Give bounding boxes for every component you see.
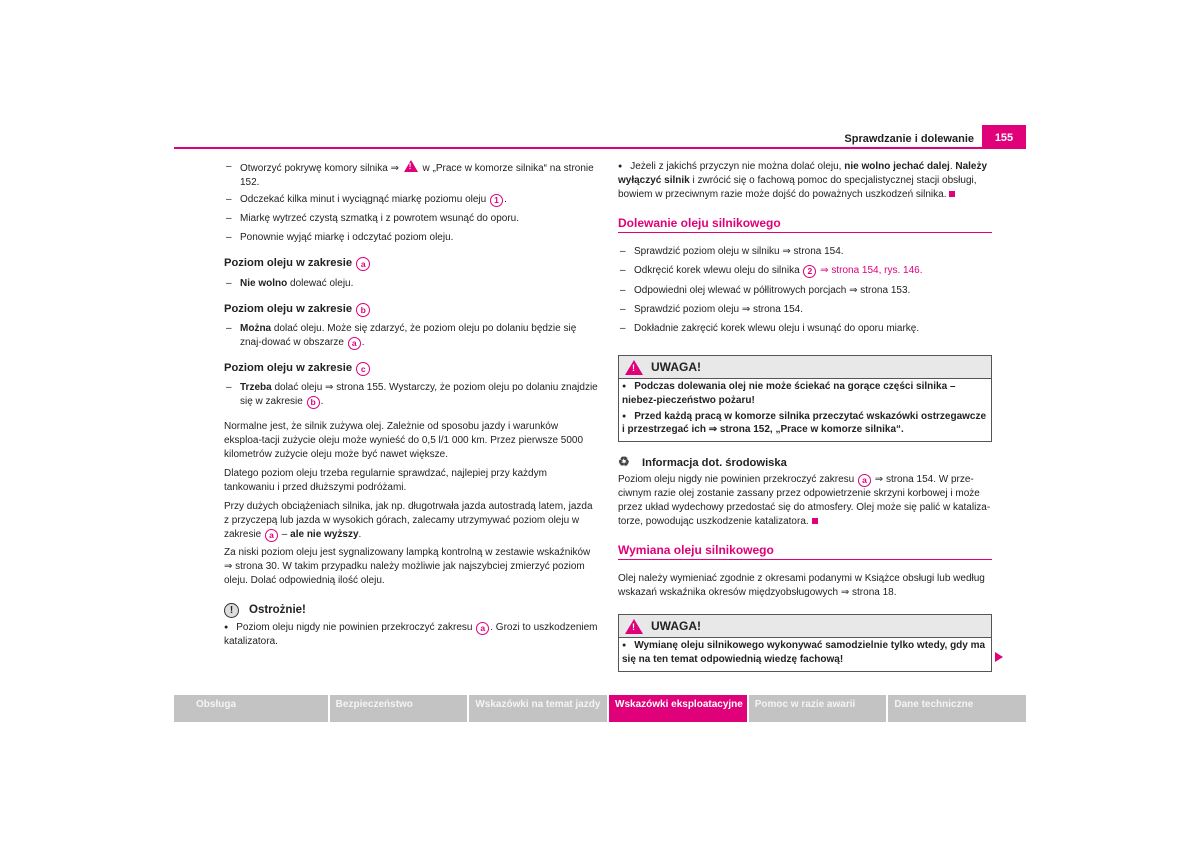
text: dolewać oleju.: [287, 278, 354, 289]
text: Otworzyć pokrywę komory silnika ⇒: [240, 163, 402, 174]
text: Poziom oleju nigdy nie powinien przekroczyć zakresu: [236, 622, 476, 633]
text: w „Prace w komorze silnika“ na stronie 152.: [240, 163, 594, 188]
text: ⇒ strona 154. W prze-ciwnym razie olej zostanie zassany przez odpowietrzenie skrzyni korbowej i może przez układ wydechowy przedostać się do atmosfery. Olej może się palić w kataliza-torze, powodując uszkodzenie katalizatora.: [618, 474, 991, 527]
bold-text: Można: [240, 323, 272, 334]
tab-obsluga[interactable]: Obsługa: [174, 695, 328, 722]
warning-box: [618, 355, 992, 442]
continue-arrow-icon: [995, 652, 1003, 662]
callout-marker: 2: [803, 265, 816, 278]
range-a-item: [224, 277, 598, 291]
caution-title: Ostrożnie!: [249, 604, 306, 616]
page-reference-link[interactable]: ⇒ strona 154, rys. 146.: [817, 265, 923, 276]
text: Dokładnie zakręcić korek wlewu oleju i wsunąć do oporu miarkę.: [634, 323, 920, 334]
text: Za niski poziom oleju jest sygnalizowany lampką kontrolną w zestawie wskaźników ⇒ strona 30. W takim przypadku należy możliwie jak najszybciej zmierzyć poziom oleju. Dolać odpowiednią ilość oleju.: [224, 547, 591, 586]
step: [224, 212, 598, 226]
environment-icon: ♻: [618, 454, 630, 469]
section-title: Sprawdzanie i dolewanie: [844, 133, 974, 145]
tab-wskazowki-jazdy[interactable]: Wskazówki na temat jazdy: [469, 695, 607, 722]
text: Ponownie wyjąć miarkę i odczytać poziom oleju.: [240, 232, 454, 243]
text: Sprawdzić poziom oleju w silniku ⇒ strona 154.: [634, 246, 844, 257]
topping-heading: Dolewanie oleju silnikowego: [618, 217, 992, 233]
callout-marker: a: [476, 622, 489, 635]
warning-icon: [625, 360, 643, 375]
warning-title: UWAGA!: [651, 619, 701, 633]
warning-item: ● Podczas dolewania olej nie może ściekać na gorące części silnika – niebez-pieczeństwo pożaru!: [622, 380, 988, 408]
environment-heading: ♻ Informacja dot. środowiska: [618, 454, 787, 469]
step: [618, 284, 992, 298]
callout-marker: a: [265, 529, 278, 542]
warning-box: [618, 614, 992, 672]
range-b-item: [224, 322, 598, 350]
text: –: [279, 528, 291, 540]
range-a-heading: [224, 257, 598, 271]
tab-bezpieczenstwo[interactable]: Bezpieczeństwo: [330, 695, 468, 722]
text: Normalne jest, że silnik zużywa olej. Zależnie od sposobu jazdy i warunków eksploa-tacji zużycie oleju może wynieść do 0,5 l/1 000 km. Przez pierwsze 5000 kilometrów zużycie oleju może być nawet większe.: [224, 421, 584, 460]
text: Odczekać kilka minut i wyciągnąć miarkę poziomu oleju: [240, 194, 489, 205]
intro-warning-text: [618, 160, 992, 201]
step: [618, 322, 992, 336]
text: Przy dużych obciążeniach silnika, jak np. długotrwała jazda autostradą latem, jazda z przyczepą lub jazda w wysokich górach, zalecamy utrzymywać poziom oleju w zakresie: [224, 501, 593, 540]
tab-dane-techniczne[interactable]: Dane techniczne: [888, 695, 1026, 722]
end-marker-icon: [812, 518, 818, 524]
tab-wskazowki-eksploatacyjne[interactable]: Wskazówki eksploatacyjne: [609, 695, 747, 722]
callout-marker: a: [858, 474, 871, 487]
paragraph: [224, 420, 598, 461]
caution-text: [224, 621, 598, 649]
bold-text: nie wolno jechać dalej: [844, 161, 950, 172]
text: Sprawdzić poziom oleju ⇒ strona 154.: [634, 304, 804, 315]
paragraph: [224, 500, 598, 542]
header-divider: [174, 147, 1026, 149]
warning-title: UWAGA!: [651, 360, 701, 374]
callout-marker: b: [356, 303, 370, 317]
text: Odpowiedni olej wlewać w półlitrowych porcjach ⇒ strona 153.: [634, 285, 911, 296]
warning-icon: [625, 619, 643, 634]
change-text: Olej należy wymieniać zgodnie z okresami podanymi w Książce obsługi lub według wskazań wskaźnika okresów międzyobsługowych ⇒ strona 18.: [618, 573, 985, 598]
text: .: [949, 161, 956, 172]
text: Poziom oleju nigdy nie powinien przekroczyć zakresu: [618, 474, 858, 485]
text: .: [320, 395, 324, 407]
text: dolać oleju ⇒ strona 155. Wystarczy, że poziom oleju po dolaniu znajdzie się w zakresie: [240, 382, 598, 407]
warning-item: ● Przed każdą pracą w komorze silnika przeczytać wskazówki ostrzegawcze i przestrzegać ich ⇒ strona 152, „Prace w komorze silnika“.: [622, 410, 988, 438]
text: Miarkę wytrzeć czystą szmatką i z powrotem wsunąć do oporu.: [240, 213, 519, 224]
text: .: [361, 336, 365, 348]
warning-item: ● Wymianę oleju silnikowego wykonywać samodzielnie tylko wtedy, gdy ma się na ten temat odpowiednią wiedzę fachową!: [622, 639, 988, 667]
exclamation-circle-icon: !: [224, 603, 239, 618]
text: dolać oleju. Może się zdarzyć, że poziom oleju po dolaniu będzie się znaj-dować w obszarze: [240, 323, 577, 348]
step: [224, 160, 598, 190]
text: Jeżeli z jakichś przyczyn nie można dolać oleju,: [630, 161, 845, 172]
warning-header: [619, 615, 991, 638]
paragraph: [224, 467, 598, 495]
step: [224, 193, 598, 207]
text: Odkręcić korek wlewu oleju do silnika: [634, 265, 803, 276]
bold-text: Trzeba: [240, 382, 272, 393]
text: Poziom oleju w zakresie: [224, 303, 356, 315]
step: [618, 303, 992, 317]
step: [618, 264, 992, 278]
callout-marker: b: [307, 396, 320, 409]
bold-text: ale nie wyższy: [290, 528, 359, 540]
range-b-heading: [224, 303, 598, 317]
callout-marker: a: [348, 337, 361, 350]
text: . Grozi to uszkodzeniem katalizatora.: [224, 622, 598, 647]
text: Poziom oleju w zakresie: [224, 362, 356, 374]
warning-icon: [404, 160, 418, 172]
callout-marker: a: [356, 257, 370, 271]
paragraph: [224, 546, 598, 587]
text: Poziom oleju w zakresie: [224, 257, 356, 269]
step: [618, 245, 992, 259]
change-heading: Wymiana oleju silnikowego: [618, 544, 992, 560]
step: [224, 231, 598, 245]
bold-text: Nie wolno: [240, 278, 288, 289]
callout-marker: c: [356, 362, 370, 376]
warning-header: [619, 356, 991, 379]
environment-text: [618, 473, 992, 528]
end-marker-icon: [949, 191, 955, 197]
tab-pomoc[interactable]: Pomoc w razie awarii: [749, 695, 887, 722]
caution-heading: [224, 603, 598, 618]
callout-marker: 1: [490, 194, 503, 207]
text: i zwrócić się o fachową pomoc do specjalistycznej stacji obsługi, bowiem w przeciwnym razie może dojść do poważnych uszkodzeń silnika.: [618, 174, 977, 200]
page-number: 155: [982, 125, 1026, 148]
range-c-heading: [224, 362, 598, 376]
text: Dlatego poziom oleju trzeba regularnie sprawdzać, najlepiej przy każdym tankowaniu i przed dłuższymi podróżami.: [224, 468, 547, 493]
bold-text: Należy wyłączyć silnik: [618, 161, 988, 186]
text: .: [358, 528, 362, 540]
text: .: [504, 194, 507, 205]
range-c-item: [224, 381, 598, 409]
chapter-tabs: [174, 695, 1026, 722]
